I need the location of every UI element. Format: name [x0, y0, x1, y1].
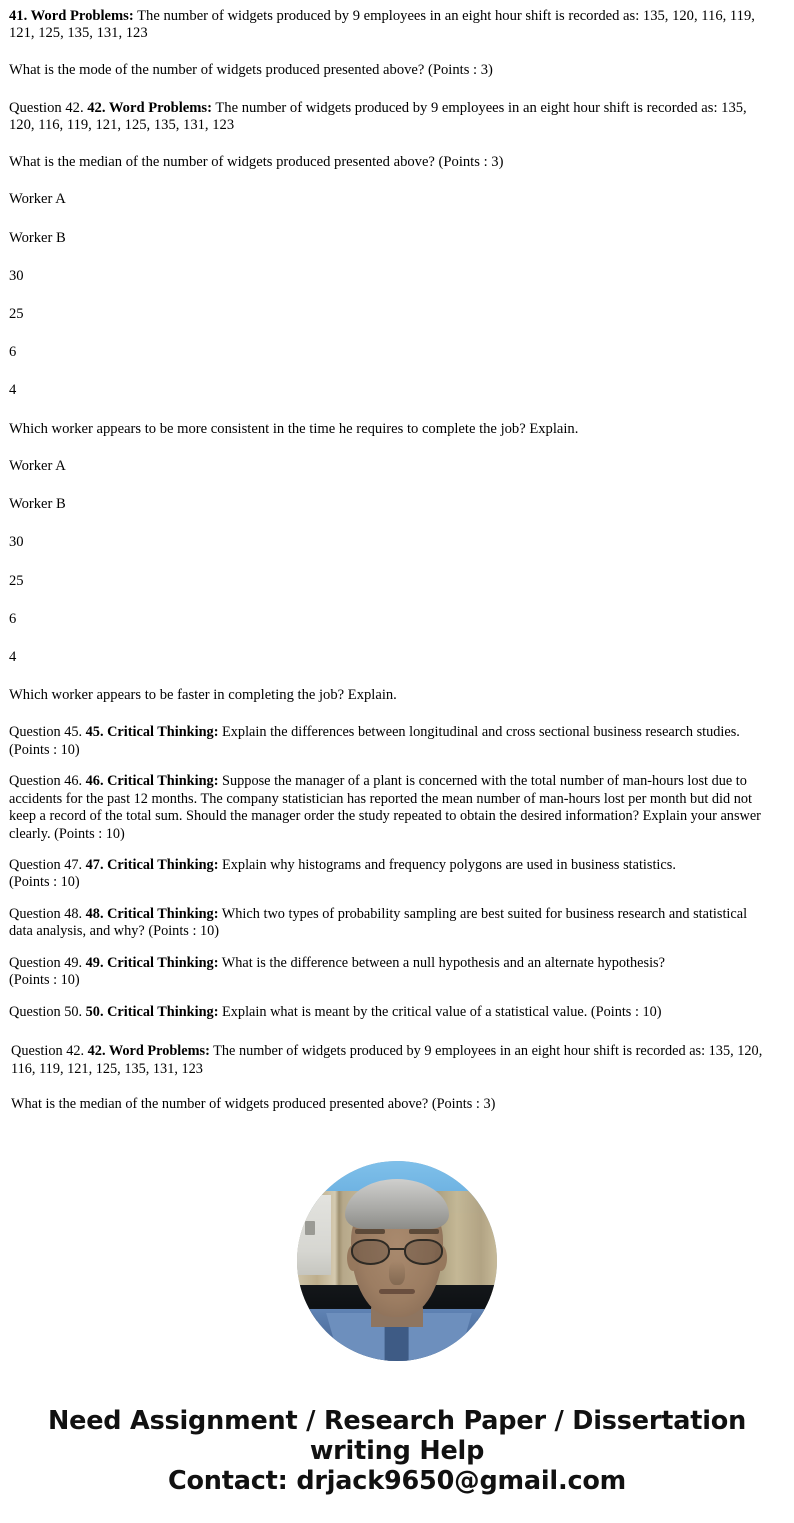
worker-value-1-2: 6 [9, 344, 17, 361]
repeated-question-42-prompt: What is the median of the number of widgets produced presented above? (Points : 3) [11, 1095, 496, 1112]
repeated-question-42-body: The number of widgets produced by 9 employees in an eight hour shift is recorded as: 135, 120, 116, 119, 121, 125, 135, 131, 123 [11, 1043, 763, 1077]
question-42-prefix: Question 42. [9, 99, 88, 116]
question-48-body: Which two types of probability sampling are best suited for business research and statistical data analysis, and why? (Points : 10) [9, 905, 748, 940]
promo-headline [0, 1407, 794, 1496]
question-49-points: (Points : 10) [9, 972, 80, 989]
question-41-label: 41. Word Problems: [9, 8, 134, 24]
question-46-label: 46. Critical Thinking: [85, 773, 219, 790]
question-45-body: Explain the differences between longitudinal and cross sectional business research studies. [218, 724, 740, 741]
question-41 [9, 8, 766, 42]
avatar-background-switch [305, 1221, 315, 1235]
question-50-body: Explain what is meant by the critical value of a statistical value. (Points : 10) [218, 1003, 662, 1020]
question-42-prompt [9, 154, 766, 171]
question-49 [9, 955, 772, 990]
worker-label-b-1: Worker B [9, 229, 66, 246]
question-49-body: What is the difference between a null hypothesis and an alternate hypothesis? [218, 954, 665, 971]
promo-line-3: Contact: drjack9650@gmail.com [167, 1465, 627, 1496]
avatar [297, 1161, 497, 1361]
question-42-body: The number of widgets produced by 9 employees in an eight hour shift is recorded as: 135, 120, 116, 119, 121, 125, 135, 131, 123 [9, 99, 747, 133]
question-45-label: 45. Critical Thinking: [85, 724, 219, 741]
worker-value-1-0: 30 [9, 267, 24, 284]
question-47-points: (Points : 10) [9, 874, 80, 891]
avatar-lens-left [351, 1239, 390, 1265]
repeated-question-42-label: 42. Word Problems: [87, 1043, 210, 1060]
worker-label-a-2: Worker A [9, 457, 66, 474]
question-41-prompt-text: What is the mode of the number of widgets produced presented above? (Points : 3) [9, 62, 493, 79]
question-41-prompt [9, 62, 766, 79]
question-46-body: Suppose the manager of a plant is concerned with the total number of man-hours lost due to accidents for the past 12 months. The company statistician has reported the mean number of man-hours lost per month but did not keep a record of the total sum. Should the manager order the study repeated to obtain the desired information? Explain your answer clearly. (Points : 10) [9, 773, 761, 842]
worker-value-1-1: 25 [9, 305, 24, 322]
worker-value-1-3: 4 [9, 382, 17, 399]
question-47-prefix: Question 47. [9, 857, 86, 873]
worker-value-2-0: 30 [9, 534, 24, 551]
question-45-points: (Points : 10) [9, 741, 80, 758]
worker-question-1: Which worker appears to be more consistent in the time he requires to complete the job? Explain. [9, 420, 579, 437]
question-42-prompt-text: What is the median of the number of widgets produced presented above? (Points : 3) [9, 154, 504, 171]
question-49-label: 49. Critical Thinking: [85, 954, 219, 971]
avatar-nose [389, 1261, 405, 1285]
avatar-eyebrow-right [409, 1229, 439, 1234]
question-46-prefix: Question 46. [9, 773, 86, 790]
question-48 [9, 906, 772, 941]
question-50 [9, 1004, 772, 1021]
avatar-background-wall [297, 1195, 331, 1275]
avatar-eyebrow-left [355, 1229, 385, 1234]
worker-question-2: Which worker appears to be faster in completing the job? Explain. [9, 687, 397, 704]
question-41-body: The number of widgets produced by 9 employees in an eight hour shift is recorded as: 135, 120, 116, 119, 121, 125, 135, 131, 123 [9, 8, 755, 42]
repeated-question-42 [11, 1043, 768, 1078]
worker-value-2-3: 4 [9, 648, 17, 665]
worker-value-2-1: 25 [9, 572, 24, 589]
top-question-section [0, 0, 794, 704]
repeated-question-section [0, 1021, 794, 1113]
question-50-label: 50. Critical Thinking: [85, 1003, 219, 1020]
question-48-prefix: Question 48. [9, 905, 86, 922]
avatar-glasses-bridge [390, 1248, 405, 1250]
avatar-mouth [379, 1289, 415, 1294]
question-48-label: 48. Critical Thinking: [85, 905, 219, 922]
question-45-prefix: Question 45. [9, 724, 86, 741]
question-45 [9, 724, 772, 759]
promo-line-1: Need Assignment / Research Paper / Dissertation [47, 1406, 747, 1437]
avatar-container [0, 1161, 794, 1361]
question-47-label: 47. Critical Thinking: [85, 857, 219, 873]
question-46 [9, 773, 772, 843]
promo-line-2: writing Help [309, 1436, 485, 1467]
avatar-lens-right [404, 1239, 443, 1265]
worker-label-b-2: Worker B [9, 496, 66, 513]
question-50-prefix: Question 50. [9, 1003, 86, 1020]
worker-label-a-1: Worker A [9, 191, 66, 208]
question-47 [9, 857, 772, 892]
question-42 [9, 100, 766, 134]
critical-thinking-section [0, 724, 794, 1021]
worker-value-2-2: 6 [9, 610, 17, 627]
question-42-label: 42. Word Problems: [87, 99, 212, 116]
question-49-prefix: Question 49. [9, 954, 86, 971]
question-47-body: Explain why histograms and frequency polygons are used in business statistics. [218, 857, 676, 873]
repeated-question-42-prefix: Question 42. [11, 1043, 88, 1060]
avatar-tie [385, 1321, 409, 1361]
